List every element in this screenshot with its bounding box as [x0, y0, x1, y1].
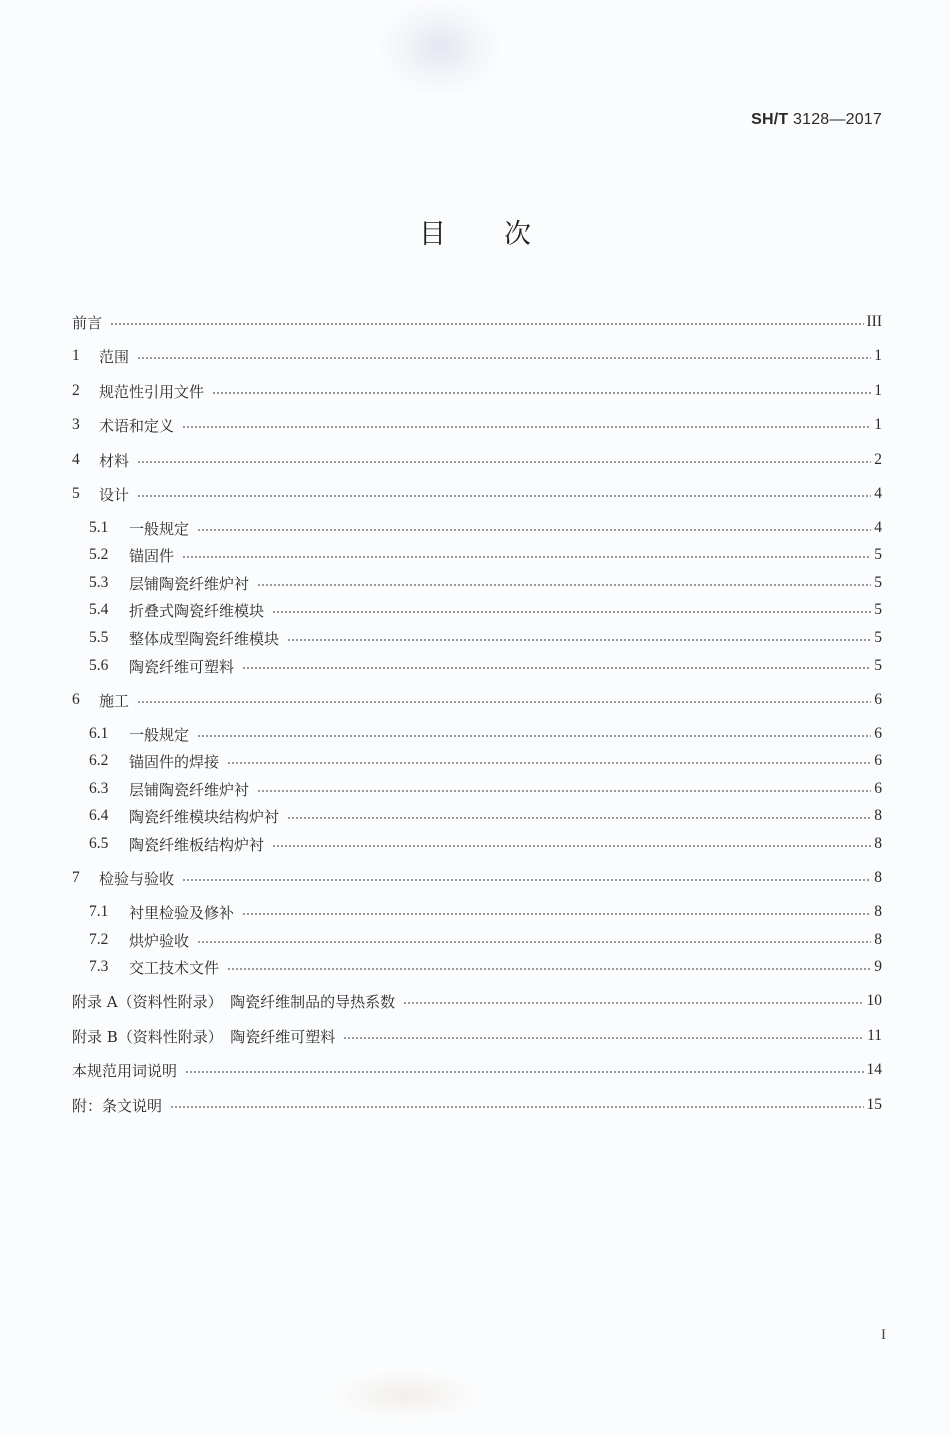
toc-entry-number: 5.3 [89, 574, 109, 591]
toc-entry-page: 9 [874, 958, 882, 975]
toc-entry-6-2[interactable] [89, 750, 882, 772]
toc-entry-page: 6 [874, 780, 882, 797]
toc-entry-page: 5 [874, 629, 882, 646]
toc-entry-number: 5.2 [89, 546, 109, 563]
toc-entry-1[interactable] [72, 345, 882, 367]
toc-entry-text: 层铺陶瓷纤维炉衬 [129, 574, 250, 593]
dot-leader [287, 816, 871, 820]
toc-entry-text: 前言 [72, 313, 103, 332]
toc-entry-5-6[interactable] [89, 655, 882, 677]
dot-leader [287, 638, 871, 642]
dot-leader [137, 356, 871, 360]
toc-entry-text: 附录 A（资料性附录） 陶瓷纤维制品的导热系数 [72, 992, 396, 1011]
toc-entry-number: 6.5 [89, 835, 109, 852]
dot-leader [242, 666, 871, 670]
toc-entry-number: 3 [72, 416, 80, 433]
toc-entry-6-3[interactable] [89, 778, 882, 800]
dot-leader [185, 1070, 863, 1074]
toc-entry-7[interactable] [72, 867, 882, 889]
dot-leader [137, 494, 871, 498]
toc-entry-foreword[interactable] [72, 311, 882, 333]
toc-entry-text: 烘炉验收 [129, 931, 190, 950]
dot-leader [197, 734, 871, 738]
document-code [751, 111, 882, 129]
toc-entry-page: 6 [874, 752, 882, 769]
toc-entry-text: 折叠式陶瓷纤维模块 [129, 601, 265, 620]
toc-entry-number: 5.1 [89, 519, 109, 536]
dot-leader [197, 528, 871, 532]
toc-entry-page: 8 [874, 903, 882, 920]
toc-entry-6[interactable] [72, 689, 882, 711]
toc-entry-number: 6.3 [89, 780, 109, 797]
toc-entry-text: 整体成型陶瓷纤维模块 [129, 629, 280, 648]
toc-entry-text: 检验与验收 [99, 869, 175, 888]
toc-entry-page: 6 [874, 691, 882, 708]
toc-entry-appendix-b[interactable] [72, 1025, 882, 1047]
dot-leader [272, 844, 871, 848]
toc-entry-page: 5 [874, 601, 882, 618]
toc-entry-number: 5.5 [89, 629, 109, 646]
toc-entry-page: 2 [874, 451, 882, 468]
toc-entry-text: 本规范用词说明 [72, 1061, 178, 1080]
dot-leader [257, 583, 871, 587]
dot-leader [227, 761, 871, 765]
toc-entry-7-1[interactable] [89, 901, 882, 923]
toc-entry-text: 施工 [99, 691, 130, 710]
dot-leader [137, 460, 871, 464]
toc-entry-wording[interactable] [72, 1059, 882, 1081]
dot-leader [197, 940, 871, 944]
toc-entry-text: 层铺陶瓷纤维炉衬 [129, 780, 250, 799]
scan-smudge [380, 0, 500, 95]
toc-entry-5[interactable] [72, 483, 882, 505]
toc-entry-6-4[interactable] [89, 805, 882, 827]
toc-entry-page: III [866, 313, 882, 330]
document-code-number: 3128—2017 [788, 111, 882, 128]
toc-entry-number: 1 [72, 347, 80, 364]
scan-smudge-bottom [330, 1370, 480, 1420]
dot-leader [182, 425, 871, 429]
toc-entry-number: 4 [72, 451, 80, 468]
toc-entry-text: 一般规定 [129, 725, 190, 744]
toc-entry-page: 10 [866, 992, 882, 1009]
toc-title: 目次 [419, 219, 589, 250]
toc-entry-6-1[interactable] [89, 723, 882, 745]
dot-leader [227, 967, 871, 971]
toc-entry-text: 范围 [99, 347, 130, 366]
toc-entry-number: 6.1 [89, 725, 109, 742]
dot-leader [343, 1036, 864, 1040]
dot-leader [182, 555, 871, 559]
toc-entry-5-4[interactable] [89, 599, 882, 621]
dot-leader [110, 322, 863, 326]
toc-entry-page: 4 [874, 519, 882, 536]
toc-entry-text: 规范性引用文件 [99, 382, 205, 401]
toc-entry-page: 5 [874, 574, 882, 591]
toc-entry-6-5[interactable] [89, 833, 882, 855]
toc-entry-text: 设计 [99, 485, 130, 504]
toc-entry-number: 6.4 [89, 807, 109, 824]
toc-entry-page: 8 [874, 931, 882, 948]
toc-entry-5-2[interactable] [89, 544, 882, 566]
dot-leader [170, 1105, 863, 1109]
dot-leader [257, 789, 871, 793]
toc-entry-text: 衬里检验及修补 [129, 903, 235, 922]
toc-entry-page: 1 [874, 416, 882, 433]
dot-leader [272, 610, 871, 614]
toc-entry-4[interactable] [72, 449, 882, 471]
toc-entry-number: 2 [72, 382, 80, 399]
toc-entry-number: 6.2 [89, 752, 109, 769]
toc-entry-page: 1 [874, 382, 882, 399]
toc-entry-text: 陶瓷纤维板结构炉衬 [129, 835, 265, 854]
dot-leader [137, 700, 871, 704]
toc-entry-text: 交工技术文件 [129, 958, 220, 977]
toc-entry-text: 附录 B（资料性附录） 陶瓷纤维可塑料 [72, 1027, 336, 1046]
toc-entry-3[interactable] [72, 414, 882, 436]
toc-entry-5-1[interactable] [89, 517, 882, 539]
toc-entry-page: 15 [866, 1096, 882, 1113]
toc-entry-5-3[interactable] [89, 572, 882, 594]
toc-entry-appendix-a[interactable] [72, 990, 882, 1012]
toc-entry-7-3[interactable] [89, 956, 882, 978]
toc-entry-page: 14 [866, 1061, 882, 1078]
toc-entry-text: 陶瓷纤维模块结构炉衬 [129, 807, 280, 826]
toc-entry-text: 陶瓷纤维可塑料 [129, 657, 235, 676]
toc-entry-number: 7.3 [89, 958, 109, 975]
toc-entry-text: 材料 [99, 451, 130, 470]
toc-entry-2[interactable] [72, 380, 882, 402]
toc-entry-page: 8 [874, 869, 882, 886]
page-number: I [881, 1327, 886, 1343]
toc-entry-page: 11 [867, 1027, 882, 1044]
toc-entry-5-5[interactable] [89, 627, 882, 649]
toc-entry-number: 7.2 [89, 931, 109, 948]
toc-entry-page: 6 [874, 725, 882, 742]
toc-entry-number: 7.1 [89, 903, 109, 920]
toc-entry-page: 8 [874, 835, 882, 852]
toc-entry-page: 4 [874, 485, 882, 502]
toc-entry-number: 7 [72, 869, 80, 886]
toc-entry-page: 5 [874, 546, 882, 563]
toc-entry-text: 锚固件的焊接 [129, 752, 220, 771]
toc-entry-number: 5.6 [89, 657, 109, 674]
toc-entry-text: 锚固件 [129, 546, 175, 565]
toc-entry-number: 6 [72, 691, 80, 708]
toc-entry-explanation[interactable] [72, 1094, 882, 1116]
toc-entry-7-2[interactable] [89, 929, 882, 951]
toc-entry-page: 5 [874, 657, 882, 674]
toc-entry-number: 5.4 [89, 601, 109, 618]
toc-entry-text: 术语和定义 [99, 416, 175, 435]
dot-leader [403, 1001, 863, 1005]
toc-entry-text: 一般规定 [129, 519, 190, 538]
toc-entry-text: 附：条文说明 [72, 1096, 163, 1115]
dot-leader [242, 912, 871, 916]
document-code-prefix: SH/T [751, 111, 789, 128]
toc-entry-page: 1 [874, 347, 882, 364]
dot-leader [212, 391, 871, 395]
toc-entry-number: 5 [72, 485, 80, 502]
dot-leader [182, 878, 871, 882]
toc-entry-page: 8 [874, 807, 882, 824]
